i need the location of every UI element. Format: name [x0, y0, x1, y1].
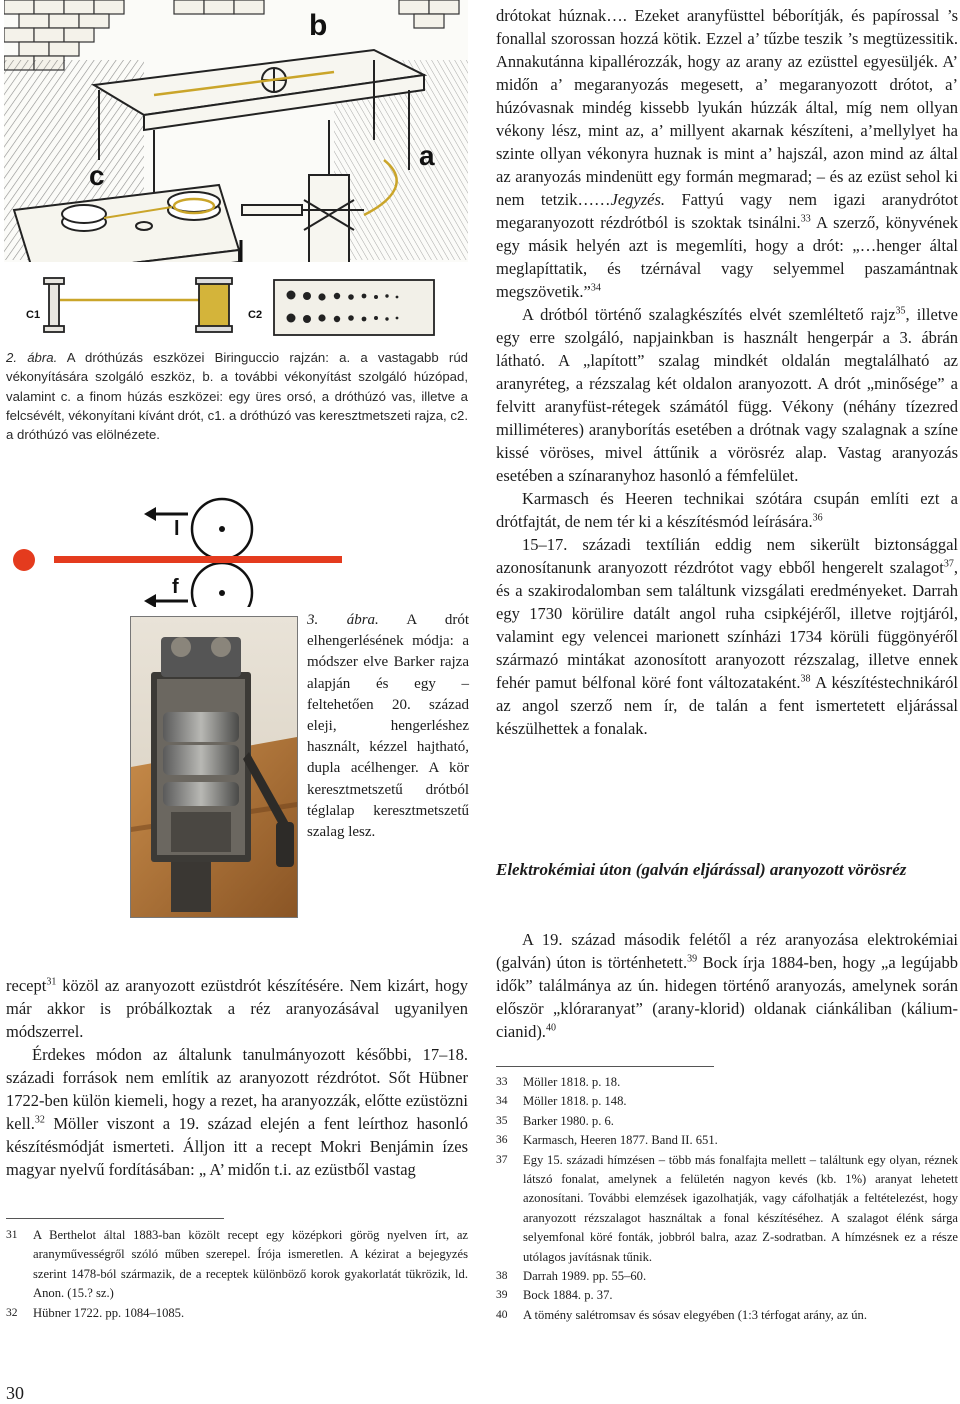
footnote [496, 1092, 958, 1111]
footnote-ref: 38 [800, 673, 811, 685]
footnote [496, 1286, 958, 1305]
text-span: A készítéstechnikáról az angol szerző nem ír, de talán a fent ismertetett eljárással készülhettek a fonalak. [496, 673, 958, 738]
footnote-text: Möller 1818. p. 148. [523, 1094, 627, 1109]
footnote-ref: 37 [943, 558, 954, 570]
footnote-text: Egy 15. századi hímzésen – több más fonalfajta mellett – találtunk egy olyan, réznek látszó fonalat, amelynek a felületén nagyon kevés (kb. 1%) aranyat lehetett azonosítani. További elemzések igazolhatják, vagy cáfolhatják a feltételezést, hogy aranyozott rézszalagot használtak a fonal készítéséhez. A szalagot élénk sárga selyemfonal köré fonták, jobbról balra, azaz Z-sodratban. A hímzésnek ez a része utólagos javításnak tűnik. [523, 1152, 958, 1264]
right-paragraph-2 [496, 303, 958, 487]
figure-3-caption-text: A drót elhengerlésének módja: a módszer elve Barker rajza alapján és egy – feltehetően 20. század eleji, hengerléshez használt, kézzel hajtható, dupla acélhenger. A kör keresztmetszetű drótból téglalap keresztmetszetű szalag lesz. [307, 612, 469, 841]
right-paragraph-4 [496, 533, 958, 740]
figure-2-caption-label: 2. ábra. [6, 350, 58, 365]
figure-2-label-c: c [89, 160, 105, 191]
figure-2-illustration [4, 0, 468, 340]
figure-2-caption [6, 348, 468, 444]
text-span: Bock írja 1884-ben, hogy „a legújabb idők” találmánya az ún. hidegen történő aranyozás, amelynek során először „klóraranyat” (arany-klorid) oldanak ciánkáliban (kálium-cianid). [496, 953, 958, 1041]
text-span: , illetve egy erre szolgáló, napjainkban is használt hengerpár a 3. ábrán látható. A „lapított” szalag mindkét oldalán megtalálható az aranyréteg, a rézszalag két oldalon aranyozott. A drót „minősége” a felvitt aranyfüst-rétegek számától függ. Vékony (néhány tízezred milliméteres) aranyborítás esetében a drótnak vagy szalagnak a színe kissé vöröses, mivel áttűnik a vörösréz alap. Vastag aranyozás esetében a színaranyhoz hasonló a fémfelület. [496, 305, 958, 485]
text-span: közöl az aranyozott ezüstdrót készítésére. Nem kizárt, hogy már akkor is próbálkoztak a réz aranyozásával ugyanilyen módszerrel. [6, 976, 468, 1041]
figure-2-label-a: a [419, 140, 435, 171]
left-paragraph-1 [6, 974, 468, 1043]
footnote [496, 1131, 958, 1150]
text-span: Fattyú vagy nem igazi aranydrótot megaranyozott rézdrótból is szoktak tsinálni. [496, 190, 958, 232]
footnote-number: 33 [496, 1076, 508, 1088]
footnote-text: Bock 1884. p. 37. [523, 1288, 613, 1303]
figure-2-label-c1: C1 [26, 309, 41, 321]
right-paragraph-5 [496, 928, 958, 1043]
figure-2-label-c2: C2 [248, 309, 263, 321]
footnote-number: 35 [496, 1114, 508, 1127]
text-span: A szerző, könyvének egy másik helyén azt is megemlíti, hogy a drót: „…henger által meglapíttatik, és tzérnával vagy selyemmel paszamántnak megszövetik.” [496, 213, 958, 301]
footnote-ref: 31 [46, 976, 57, 988]
footnote-number: 39 [496, 1289, 508, 1302]
right-footnotes [496, 1073, 958, 1325]
footnote [6, 1226, 468, 1304]
text-span: A 19. század második felétől a réz aranyozása elektrokémiai (galván) úton is történhetett. [496, 930, 958, 972]
rolling-mill-photo [131, 617, 297, 917]
figure-3-caption [307, 610, 469, 843]
text-span: 15–17. századi textílián eddig nem sikerült biztonsággal azonosítanunk aranyozott rézdrótot vagy ebből hengerelt szalagot [496, 535, 958, 577]
text-span: drótokat húznak…. Ezeket aranyfüsttel béborítják, és papírossal ’s fonallal szorossan hozzá kötik. Ezzel a’ tűzbe teszik ’s megtüzessitik. Annakutánna kipallérozzák, hogy az arany az ezüsttel egyesüljék. A’ midőn a’ megaranyozás megesett, a’ megaranyozott drótot, a’ húzóvasnak mindég kissebb lyukán húzzák által, míg nem ollyan vékony lész, mint az, a’ millyent akarnak készíteni, a’mellylyet ha szinte ollyan vékonyra huznak is mint a’ hajszál, azon mind az által az aranyozás mindenütt egy formán megmarad; – és az ezüst sehol ki nem tetzik…… [496, 6, 958, 209]
text-span: , és a szakirodalomban sem találtunk vizsgálati eredményeket. Darrah egy 1730 körülire datált angol ruha csipkéjéről, illetve rojtjáról, valamint egy velencei marionett színházi 1734 körüli függönyéről származó mintákat azonosított aranyozott rézszalag, illetve ennek fehér pamut bélfonal köré font változataként. [496, 558, 958, 692]
footnote [496, 1112, 958, 1131]
right-paragraph-1 [496, 4, 958, 303]
footnote-ref: 34 [590, 282, 601, 294]
right-paragraph-3 [496, 487, 958, 533]
left-footnotes [6, 1226, 468, 1323]
text-span: Möller viszont a 19. század elején a fent leírthoz hasonló készítésmódját ismerteti. Álljon itt a recept Mokri Benjámin ízes magyar nyelvű fordításában: „ A’ midőn t.i. az ezüstből vastag [6, 1114, 468, 1179]
footnote [6, 1304, 468, 1323]
footnote-number: 37 [496, 1153, 508, 1166]
footnote [496, 1151, 958, 1267]
footnote-ref: 33 [800, 213, 811, 225]
footnote-number: 36 [496, 1134, 508, 1147]
text-span: A drótból történő szalagkészítés elvét szemléltető rajz [522, 305, 896, 324]
figure-2-drawing [4, 0, 468, 340]
text-span: Karmasch és Heeren technikai szótára csupán említi ezt a drótfajtát, de nem tér ki a készítésmód leírására. [496, 489, 958, 531]
footnote [496, 1073, 958, 1092]
footnote-ref: 35 [895, 305, 906, 317]
footnote-text: Karmasch, Heeren 1877. Band II. 651. [523, 1133, 718, 1148]
footnote-number: 38 [496, 1270, 508, 1283]
figure-3-caption-label: 3. ábra. [307, 612, 379, 628]
left-paragraph-2 [6, 1043, 468, 1181]
footnote [496, 1306, 958, 1325]
footnote-text: A tömény salétromsav és sósav elegyében (1:3 térfogat arány, az ún. [523, 1307, 867, 1322]
figure-2-label-b: b [309, 9, 328, 42]
figure-3-label-f: f [172, 576, 179, 598]
footnote-text: Barker 1980. p. 6. [523, 1113, 614, 1128]
footnote-text: Darrah 1989. pp. 55–60. [523, 1269, 647, 1284]
footnote-text: A Berthelot által 1883-ban közölt recept egy középkori görög nyelven írt, az aranyművességről szóló műben szerepel. Írója ismeretlen. A kézirat a bejegyzés szerint 1478-ból származik, de a receptek különböző korok gyakorlatát tükrözik, ld. Anon. (15.? sz.) [33, 1228, 468, 1301]
figure-3-photo [130, 616, 298, 918]
footnote-number: 31 [6, 1229, 18, 1241]
right-column-text-2 [496, 928, 958, 1043]
footnote-number: 32 [6, 1306, 18, 1319]
figure-3-diagram [4, 497, 344, 607]
footnote-text: Möller 1818. p. 18. [523, 1075, 621, 1089]
left-footnote-rule [6, 1218, 224, 1219]
footnote-text: Hübner 1722. pp. 1084–1085. [33, 1305, 185, 1320]
figure-3-rolling-diagram [4, 497, 344, 607]
footnote-number: 34 [496, 1095, 508, 1108]
figure-3-label-l: l [174, 518, 180, 540]
figure-2-caption-text: A dróthúzás eszközei Biringuccio rajzán: a. a vastagabb rúd vékonyítására szolgáló eszköz, b. a további vékonyítást szolgáló húzópad, valamint c. a finom húzás eszközei: egy üres orsó, a dróthúzó vas, illetve a felcsévélt, vékonyítani kívánt drót, c1. a dróthúzó vas keresztmetszeti rajza, c2. a dróthúzó vas elölnézete. [6, 350, 468, 443]
right-footnote-rule [496, 1066, 714, 1067]
italic-span: Jegyzés. [610, 190, 666, 209]
text-span: recept [6, 976, 47, 995]
text-span: Érdekes módon az általunk tanulmányozott későbbi, 17–18. századi források nem említik az aranyozott rézdrótot. Sőt Hübner 1722-ben külön kiemeli, hogy a rezet, ha aranyozzák, előtte ezüstözni kell. [6, 1045, 468, 1133]
footnote-ref: 39 [687, 953, 698, 965]
footnote-ref: 40 [545, 1022, 556, 1034]
footnote-ref: 32 [34, 1114, 45, 1126]
right-column-text [496, 4, 958, 740]
footnote [496, 1267, 958, 1286]
page-number: 30 [6, 1383, 24, 1403]
footnote-ref: 36 [812, 512, 823, 524]
section-heading: Elektrokémiai úton (galván eljárással) aranyozott vörösréz [496, 860, 907, 879]
footnote-number: 40 [496, 1308, 508, 1321]
left-column-text [6, 974, 468, 1181]
